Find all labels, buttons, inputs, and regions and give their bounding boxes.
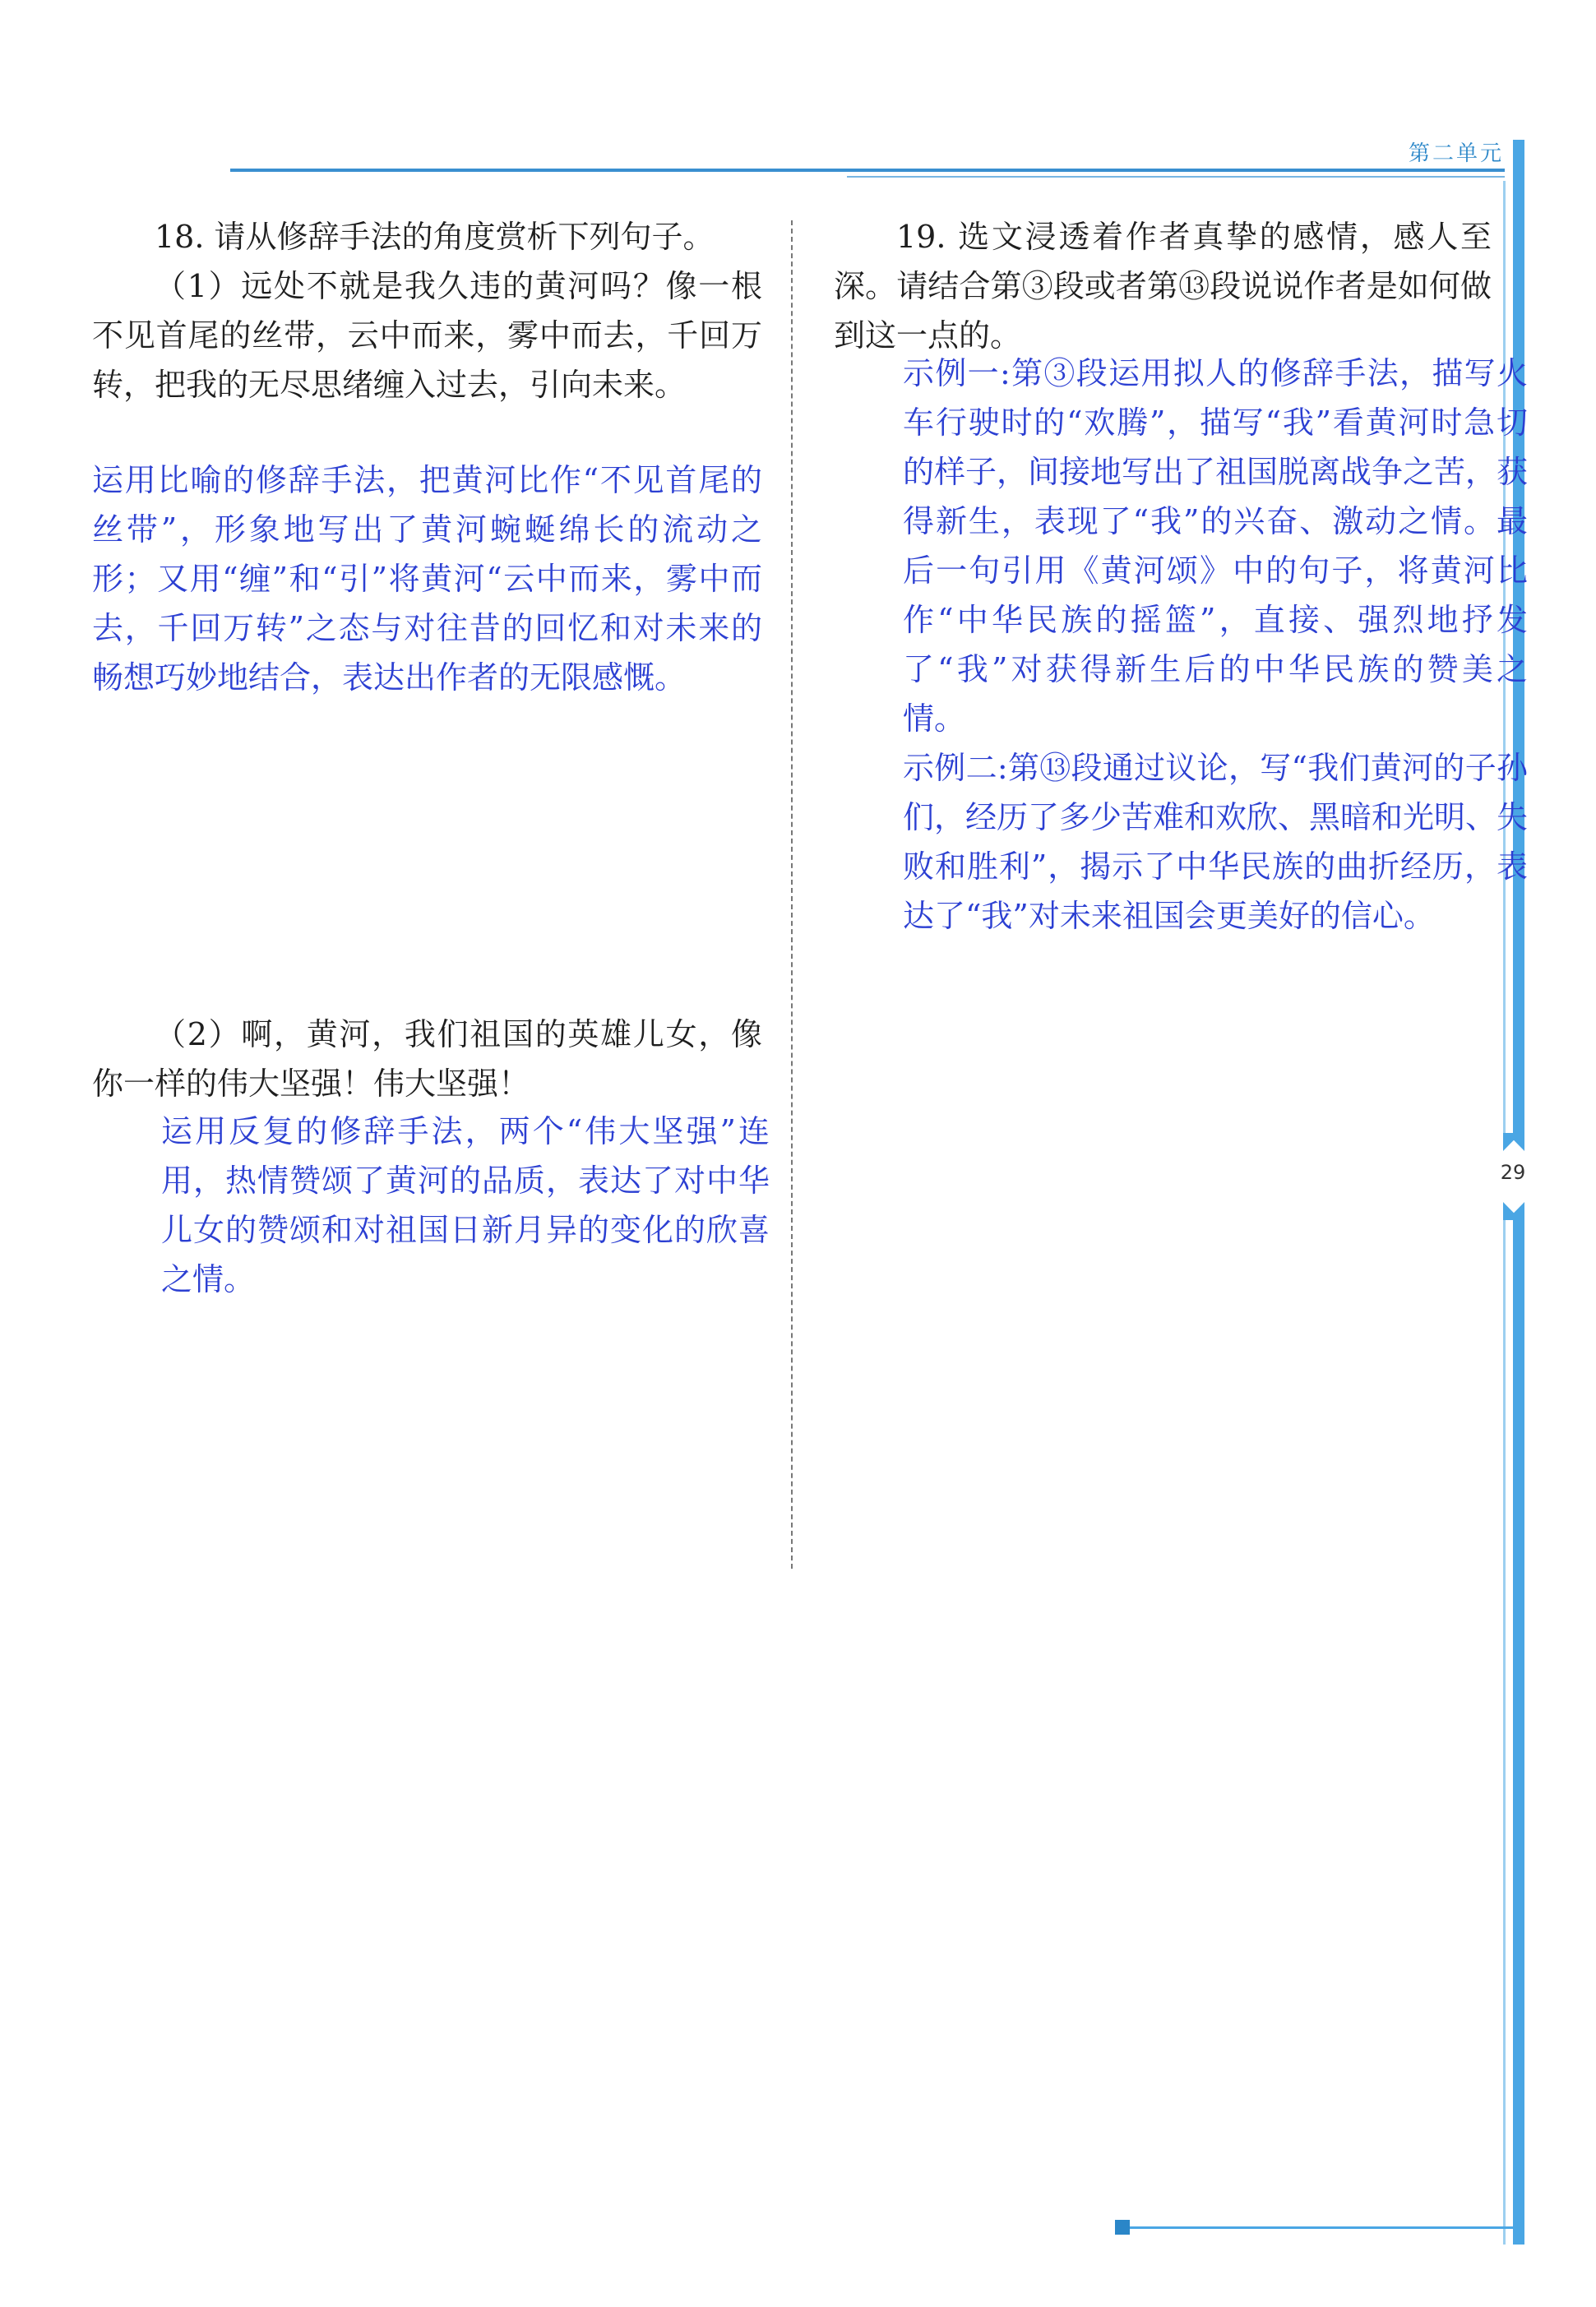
question-19-example-2 <box>903 743 1528 941</box>
question-18-1-prompt <box>92 261 762 409</box>
header-rule <box>230 169 1505 172</box>
unit-title: 第二单元 <box>1408 141 1504 166</box>
question-18-1-answer <box>92 455 762 702</box>
bottom-corner-square <box>1115 2220 1130 2235</box>
question-18-title-text: 18. 请从修辞手法的角度赏析下列句子。 <box>155 219 715 255</box>
question-18-1-answer-text: 运用比喻的修辞手法，把黄河比作“不见首尾的丝带”，形象地写出了黄河蜿蜒绵长的流动之形；又用“缠”和“引”将黄河“云中而来，雾中而去，千回万转”之态与对往昔的回忆和对未来的畅想巧妙地结合，表达出作者的无限感慨。 <box>92 462 762 696</box>
question-18-title <box>92 212 762 261</box>
page-number: 29 <box>1500 1161 1526 1184</box>
question-19-prompt <box>834 212 1492 360</box>
question-19-prompt-text: 19. 选文浸透着作者真挚的感情，感人至深。请结合第③段或者第⑬段说说作者是如何做到这一点的。 <box>834 219 1492 354</box>
question-18-1-prompt-text: （1）远处不就是我久违的黄河吗？像一根不见首尾的丝带，云中而来，雾中而去，千回万转，把我的无尽思绪缠入过去，引向未来。 <box>92 268 762 403</box>
header-rule-secondary <box>847 176 1505 178</box>
question-19-example-2-text: 示例二:第⑬段通过议论，写“我们黄河的子孙们，经历了多少苦难和欢欣、黑暗和光明、失败和胜利”，揭示了中华民族的曲折经历，表达了“我”对未来祖国会更美好的信心。 <box>903 750 1529 934</box>
column-divider <box>791 220 793 1569</box>
question-19-example-1-text: 示例一:第③段运用拟人的修辞手法，描写火车行驶时的“欢腾”，描写“我”看黄河时急切的样子，间接地写出了祖国脱离战争之苦，获得新生，表现了“我”的兴奋、激动之情。最后一句引用《黄河颂》中的句子，将黄河比作“中华民族的摇篮”，直接、强烈地抒发了“我”对获得新生后的中华民族的赞美之情。 <box>903 355 1529 737</box>
question-18-2-answer <box>161 1107 770 1304</box>
question-19-example-1 <box>903 349 1528 743</box>
bottom-rule <box>1130 2226 1515 2229</box>
question-18-2-prompt-text: （2）啊，黄河，我们祖国的英雄儿女，像你一样的伟大坚强！伟大坚强！ <box>92 1016 762 1102</box>
question-18-2-answer-text: 运用反复的修辞手法，两个“伟大坚强”连用，热情赞颂了黄河的品质，表达了对中华儿女的赞颂和对祖国日新月异的变化的欣喜之情。 <box>161 1113 770 1297</box>
question-18-2-prompt <box>92 1010 762 1108</box>
